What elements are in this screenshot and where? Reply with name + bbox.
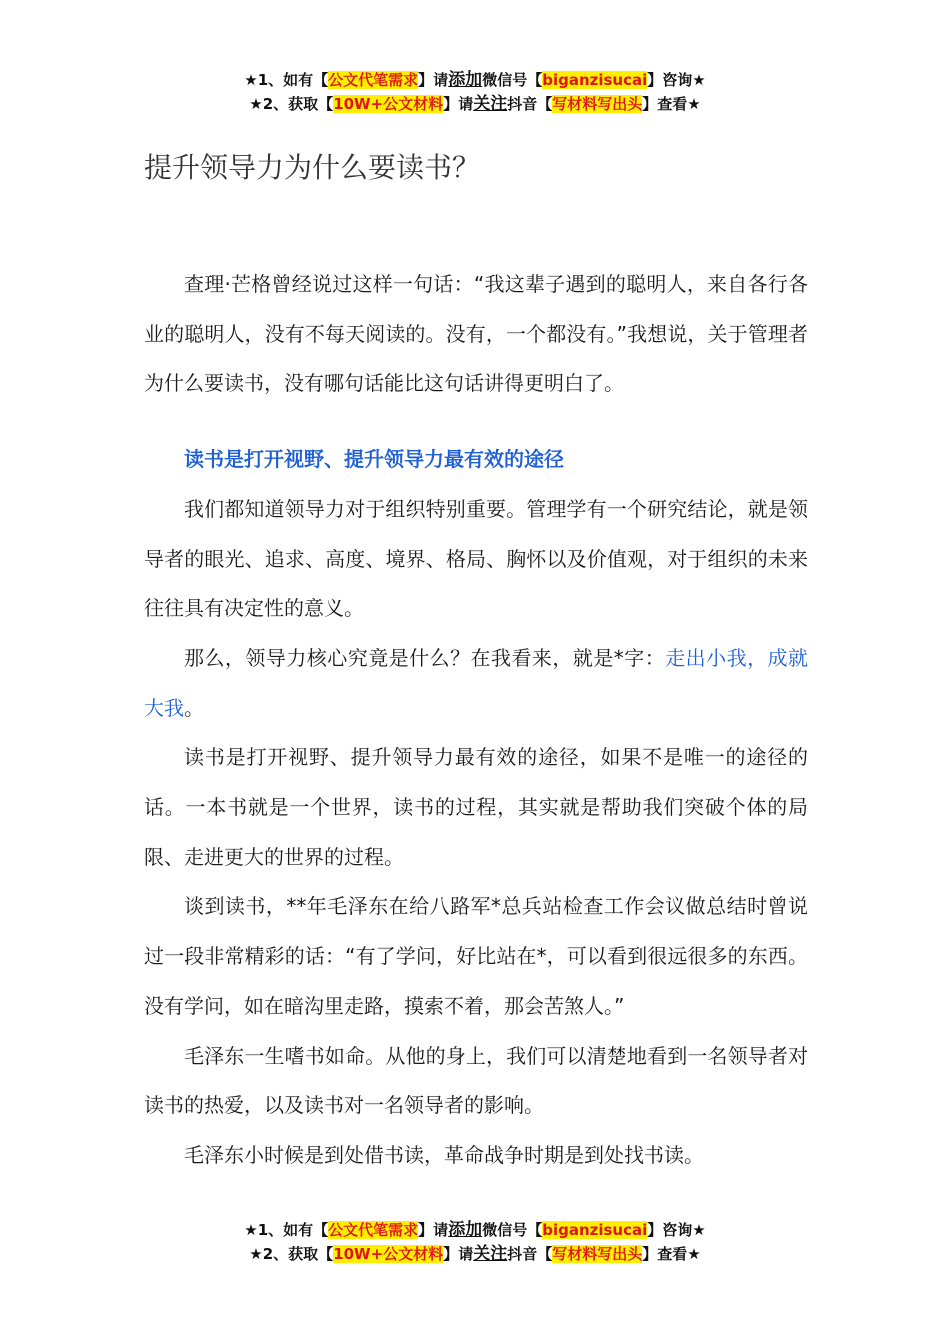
banner-text: 微信号【 [482,71,543,89]
banner-text: 】查看★ [642,1245,701,1263]
underlined-add: 添加 [448,1220,483,1240]
highlight-wechat-id: biganzisucai [542,71,648,89]
banner-text: ★2、获取【 [249,1245,334,1263]
underlined-follow: 关注 [473,1244,508,1264]
paragraph-4: 读书是打开视野、提升领导力最有效的途径，如果不是唯一的途径的话。一本书就是一个世界，读书的过程，其实就是帮助我们突破个体的局限、走进更大的世界的过程。 [144,745,808,869]
banner-text: 】请 [418,1221,449,1239]
paragraph-2: 我们都知道领导力对于组织特别重要。管理学有一个研究结论，就是领导者的眼光、追求、高度、境界、格局、胸怀以及价值观，对于组织的未来往往具有决定性的意义。 [144,496,808,621]
paragraph-1: 查理·芒格曾经说过这样一句话：“我这辈子遇到的聪明人，来自各行各业的聪明人，没有不每天阅读的。没有，一个都没有。”我想说，关于管理者为什么要读书，没有哪句话能比这句话讲得更明白了。 [144,272,808,396]
section-heading: 读书是打开视野、提升领导力最有效的途径 [184,447,564,472]
underlined-follow: 关注 [473,94,508,114]
paragraph-7: 毛泽东小时候是到处借书读，革命战争时期是到处找书读。 [184,1142,704,1167]
highlight-douyin-account: 写材料写出头 [552,1245,643,1263]
paragraph-6: 毛泽东一生嗜书如命。从他的身上，我们可以清楚地看到一名领导者对读书的热爱，以及读书对一名领导者的影响。 [144,1043,808,1118]
top-banner [0,68,950,116]
banner-text: 抖音【 [507,95,553,113]
banner-text: ★2、获取【 [249,95,334,113]
banner-line-1 [0,68,950,92]
banner-text: 微信号【 [482,1221,543,1239]
banner-text: 抖音【 [507,1245,553,1263]
banner-line-1 [0,1218,950,1242]
banner-text: 】咨询★ [647,71,706,89]
highlight-douyin-account: 写材料写出头 [552,95,643,113]
blue-emphasis: 走出小我，成就大我 [144,645,809,720]
banner-text: 】请 [418,71,449,89]
highlight-materials: 10W+公文材料 [333,1245,444,1263]
highlight-wechat-id: biganzisucai [542,1221,648,1239]
underlined-add: 添加 [448,70,483,90]
document-body [144,260,808,1181]
paragraph-3 [144,634,808,733]
document-title: 提升领导力为什么要读书？ [144,151,481,184]
bottom-banner [0,1218,950,1266]
banner-text: 】请 [443,1245,474,1263]
highlight-materials: 10W+公文材料 [333,95,444,113]
paragraph-5: 谈到读书，**年毛泽东在给八路军*总兵站检查工作会议做总结时曾说过一段非常精彩的话：“有了学问，好比站在*，可以看到很远很多的东西。没有学问，如在暗沟里走路，摸索不着，那会苦煞人。” [144,894,808,1018]
paragraph-3-text: 那么，领导力核心究竟是什么？在我看来，就是*字： [184,645,666,670]
banner-text: ★1、如有【 [244,1221,329,1239]
banner-text: ★1、如有【 [244,71,329,89]
banner-text: 】咨询★ [647,1221,706,1239]
paragraph-3-end: 。 [184,695,204,720]
banner-line-2 [0,92,950,116]
highlight-service: 公文代笔需求 [328,71,419,89]
banner-line-2 [0,1242,950,1266]
highlight-service: 公文代笔需求 [328,1221,419,1239]
banner-text: 】请 [443,95,474,113]
banner-text: 】查看★ [642,95,701,113]
